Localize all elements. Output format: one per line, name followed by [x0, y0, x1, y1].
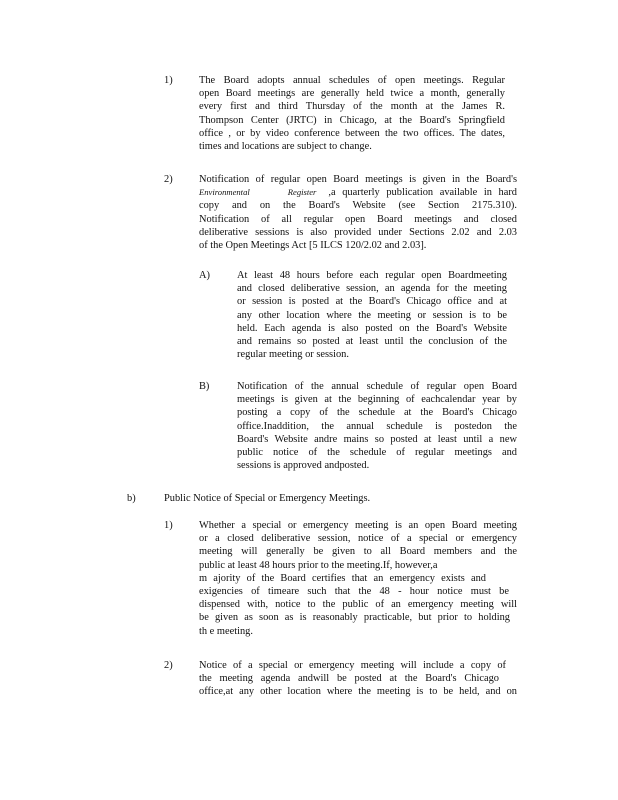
paragraph-line: Thompson Center (JRTC) in Chicago, at the Board's Springfield: [199, 114, 505, 126]
item-1-marker: 1): [164, 75, 173, 86]
b-item-2-marker: 2): [164, 660, 173, 671]
paragraph-line: be given as soon as is reasonably practicable, but prior to holding: [199, 612, 510, 624]
paragraph-line-with-italic: [199, 186, 517, 199]
paragraph-line: deliberative sessions is also provided under Sections 2.02 and 2.03: [199, 226, 517, 238]
paragraph-line: Board's Website andre mains so posted at least until a new: [237, 433, 517, 445]
paragraph-line: th e meeting.: [199, 625, 253, 637]
paragraph-line: Notification of the annual schedule of regular open Board: [237, 381, 517, 392]
paragraph-line: office.Inaddition, the annual schedule is postedon the: [237, 420, 517, 432]
paragraph-line: public notice of the schedule of regular meetings and: [237, 447, 517, 459]
italic-register-title: Environmental: [199, 187, 250, 198]
paragraph-line: At least 48 hours before each regular open Boardmeeting: [237, 270, 507, 281]
paragraph-line: and closed deliberative session, an agenda for the meeting: [237, 283, 507, 295]
paragraph-line: posting a copy of the schedule at the Board's Chicago: [237, 407, 517, 419]
paragraph-line: public at least 48 hours prior to the meeting.If, however,a: [199, 559, 438, 571]
paragraph-line: Notification of regular open Board meetings is given in the Board's: [199, 174, 517, 185]
section-b-marker: b): [127, 493, 136, 504]
paragraph-line: office,at any other location where the meeting is to be held, and on: [199, 686, 517, 698]
paragraph-line: held. Each agenda is also posted on the Board's Website: [237, 322, 507, 334]
paragraph-line: meeting will generally be given to all Board members and the: [199, 546, 517, 558]
paragraph-line: Notice of a special or emergency meeting will include a copy of: [199, 660, 506, 671]
paragraph-line: or a closed deliberative session, notice of a special or emergency: [199, 533, 517, 545]
paragraph-line: every first and third Thursday of the month at the James R.: [199, 101, 505, 113]
paragraph-line: open Board meetings are generally held twice a month, generally: [199, 88, 505, 100]
paragraph-line: times and locations are subject to change.: [199, 141, 372, 153]
sub-b-marker: B): [199, 381, 210, 392]
register-line-rest: ,a quarterly publication available in hard: [328, 187, 517, 199]
sub-b-paragraph: [237, 380, 517, 472]
paragraph-line: the meeting agenda andwill be posted at the Board's Chicago: [199, 673, 499, 685]
paragraph-line: of the Open Meetings Act [5 ILCS 120/2.02 and 2.03].: [199, 240, 427, 252]
item-2-marker: 2): [164, 174, 173, 185]
sub-a-marker: A): [199, 270, 210, 281]
b-item-1-marker: 1): [164, 520, 173, 531]
paragraph-line: sessions is approved andposted.: [237, 460, 370, 472]
paragraph-line: m ajority of the Board certifies that an emergency exists and: [199, 572, 486, 584]
paragraph-line: The Board adopts annual schedules of open meetings. Regular: [199, 75, 505, 86]
item-2-paragraph: [199, 173, 517, 252]
paragraph-line: Whether a special or emergency meeting is an open Board meeting: [199, 520, 517, 531]
paragraph-line: regular meeting or session.: [237, 349, 349, 361]
italic-register-title-2: Register: [287, 187, 317, 198]
paragraph-line: any other location where the meeting or session is to be: [237, 309, 507, 321]
paragraph-line: Notification of all regular open Board meetings and closed: [199, 213, 517, 225]
paragraph-line: meetings is given at the beginning of eachcalendar year by: [237, 394, 517, 406]
paragraph-line: copy and on the Board's Website (see Section 2175.310).: [199, 200, 517, 212]
section-b-heading: Public Notice of Special or Emergency Meetings.: [164, 493, 371, 504]
b-item-2-paragraph: [199, 659, 517, 699]
item-1-paragraph: [199, 74, 505, 153]
paragraph-line: and remains so posted at least until the conclusion of the: [237, 336, 507, 348]
paragraph-line: dispensed with, notice to the public of an emergency meeting will: [199, 599, 517, 611]
sub-a-paragraph: [237, 269, 507, 361]
paragraph-line: or session is posted at the Board's Chicago office and at: [237, 296, 507, 308]
paragraph-line: office , or by video conference between the two offices. The dates,: [199, 127, 505, 139]
b-item-1-paragraph: [199, 519, 517, 638]
paragraph-line: exigencies of timeare such that the 48 - hour notice must be: [199, 586, 509, 598]
